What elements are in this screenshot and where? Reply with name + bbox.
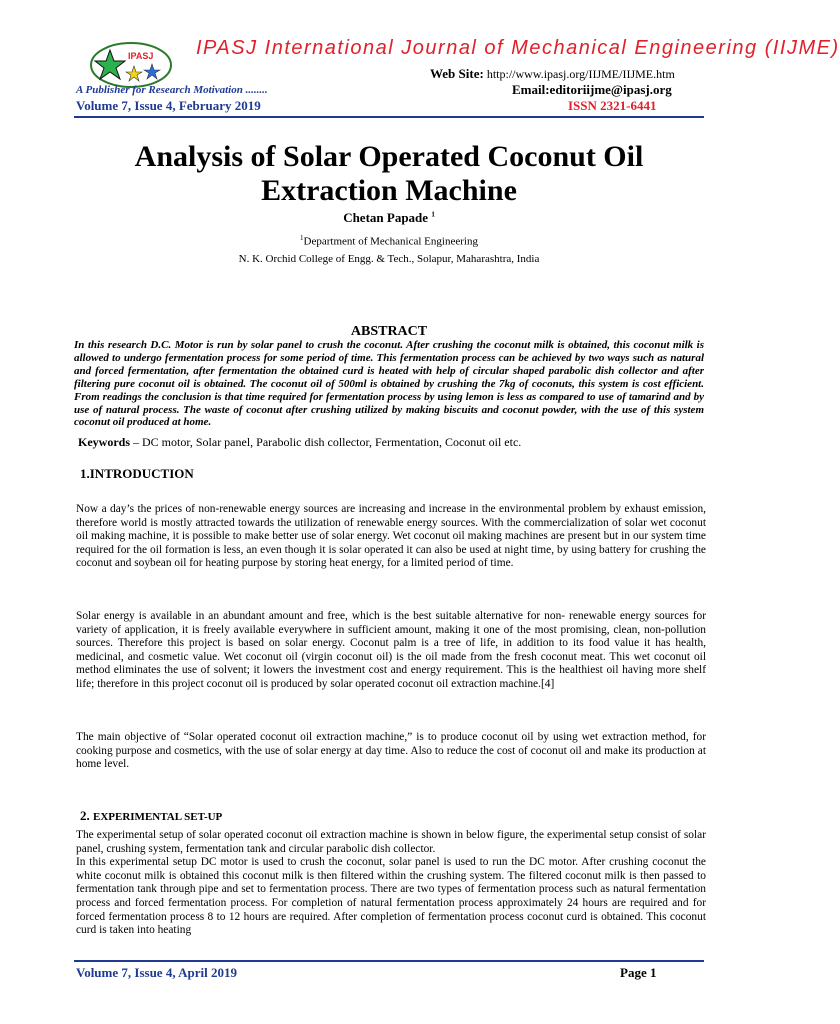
affiliation-superscript: 1 <box>300 234 304 242</box>
affiliation-college: N. K. Orchid College of Engg. & Tech., Solapur, Maharashtra, India <box>238 253 540 265</box>
author-superscript: 1 <box>431 210 435 219</box>
header-issn: ISSN 2321-6441 <box>568 98 657 113</box>
experimental-paragraphs <box>76 829 706 938</box>
introduction-paragraph-2: Solar energy is available in an abundant amount and free, which is the best suitable alternative for non- renewable energy sources for variety of application, it is freely available everywhere in sufficient amount, making it one of the most promising, clean, non-pollution sources. Therefore this project is based on solar energy. Coconut palm is a tree of life, in addition to its food value it has health, medicinal, and cosmetic value. Wet coconut oil (virgin coconut oil) is the oil made from the fresh coconut meat. This wet coconut oil method eliminates the use of solvent; it lowers the investment cost and energy requirement. This is the healthiest oil having more shelf life; therefore in this project coconut oil is produced by solar operated coconut oil extraction machine.[4] <box>76 610 706 690</box>
abstract-body: In this research D.C. Motor is run by solar panel to crush the coconut. After crushing the coconut milk is obtained, this coconut milk is allowed to undergo fermentation process for some period of time. This fermentation process can be achieved by two ways such as natural and forced fermentation, after fermentation the obtained curd is heated with help of circular shaped parabolic dish collector and after filtering pure coconut oil is obtained. The coconut oil of 500ml is obtained by crushing the 7kg of coconuts, this system is cost efficient. From readings the conclusion is that time required for fermentation process by using lemon is less as compared to use of tamarind and by use of natural process. The waste of coconut after crushing utilized by making biscuits and coconut powder, with the use of this system coconut oil produced at home. <box>74 339 704 429</box>
footer-volume: Volume 7, Issue 4, April 2019 <box>76 965 237 980</box>
website-line <box>430 66 730 82</box>
website-label: Web Site: <box>430 66 484 81</box>
experimental-paragraph-2: In this experimental setup DC motor is used to crush the coconut, solar panel is used to run the DC motor. After crushing coconut the white coconut milk is obtained this coconut milk is then filtered within the crushing system. The filtered coconut milk is then passed to fermentation tank through pipe and set to fermentation process. There are two types of fermentation process such as natural fermentation process and forced fermentation process. For completion of natural fermentation process approximately 24 hours are required and for forced fermentation process 8 to 12 hours are required. After completion of fermentation process coconut curd is obtained. This coconut curd is taken into heating <box>76 856 706 937</box>
ipasj-logo <box>88 40 174 90</box>
journal-email[interactable]: Email:editoriijme@ipasj.org <box>512 82 672 97</box>
footer-page-number: Page 1 <box>620 965 657 980</box>
keywords-list: – DC motor, Solar panel, Parabolic dish collector, Fermentation, Coconut oil etc. <box>130 435 522 449</box>
publisher-tagline: A Publisher for Research Motivation ........ <box>76 84 268 96</box>
introduction-heading: 1.INTRODUCTION <box>80 466 194 481</box>
experimental-heading <box>80 808 222 824</box>
paper-title: Analysis of Solar Operated Coconut Oil Extraction Machine <box>134 140 644 207</box>
experimental-heading-number: 2. <box>80 808 93 823</box>
keywords <box>78 435 708 450</box>
keywords-label: Keywords <box>78 435 130 449</box>
experimental-heading-text: EXPERIMENTAL SET-UP <box>93 811 223 823</box>
abstract-heading: ABSTRACT <box>350 324 428 339</box>
affiliation-department-text: Department of Mechanical Engineering <box>303 235 478 248</box>
header-volume: Volume 7, Issue 4, February 2019 <box>76 98 261 113</box>
header-rule <box>74 116 704 118</box>
introduction-paragraph-1: Now a day’s the prices of non-renewable energy sources are increasing and increase in the environmental problem by exhaust emission, therefore world is mostly attracted towards the utilization of renewable energy sources. With the commercialization of solar wet coconut oil making machine, it is possible to make better use of solar energy. Wet coconut oil making machines are present but in our system time required for the oil formation is less, an even though it is solar operated it can also be used at night time, by using battery for crushing the coconut and soybean oil for heating purpose by storing heat energy, for a limited period of time. <box>76 503 706 570</box>
author-name: Chetan Papade <box>343 210 429 225</box>
author <box>74 210 704 226</box>
introduction-paragraph-3: The main objective of “Solar operated coconut oil extraction machine,” is to produce coconut oil by using wet extraction method, for cooking purpose and cosmetics, with the use of solar energy at day time. Also to reduce the cost of coconut oil and make its production at home level. <box>76 731 706 771</box>
footer-rule <box>74 960 704 962</box>
experimental-paragraph-1: The experimental setup of solar operated coconut oil extraction machine is shown in below figure, the experimental setup consist of solar panel, crushing system, fermentation tank and circular parabolic dish collector. <box>76 829 706 855</box>
journal-title: IPASJ International Journal of Mechanical Engineering (IIJME) <box>196 37 840 59</box>
website-url[interactable]: http://www.ipasj.org/IIJME/IIJME.htm <box>486 67 675 81</box>
affiliation-department <box>74 234 704 248</box>
logo-text: IPASJ <box>128 51 154 61</box>
